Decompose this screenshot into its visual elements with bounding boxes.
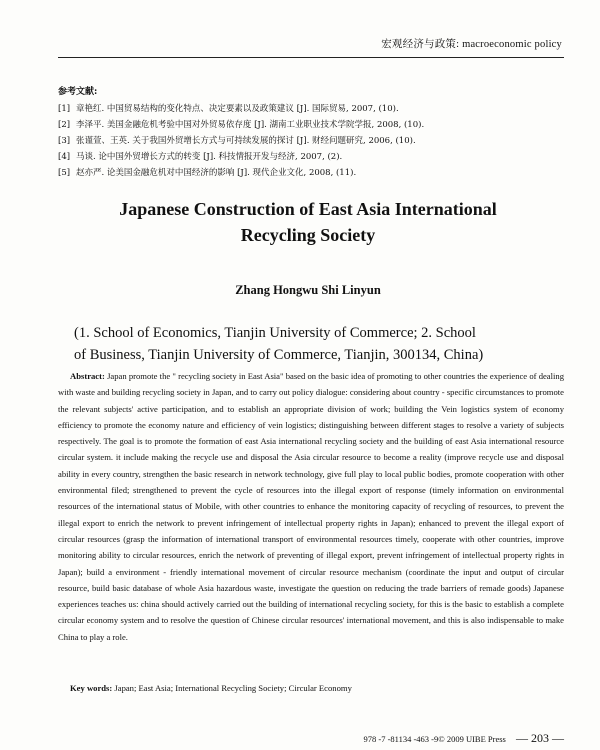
page-footer [240, 731, 564, 746]
reference-item [58, 133, 558, 149]
affiliation [74, 322, 564, 366]
reference-number: [1] [58, 104, 71, 114]
reference-text: 张谨萱、王英. 关于我国外贸增长方式与可持续发展的探讨 [J]. 财经问题研究, 2006, (10). [76, 136, 416, 146]
references-section [58, 84, 558, 181]
abstract-label: Abstract: [70, 371, 105, 381]
reference-number: [3] [58, 136, 71, 146]
abstract [58, 368, 564, 645]
authors: Zhang Hongwu Shi Linyun [235, 283, 381, 297]
reference-item [58, 149, 558, 165]
references-list [58, 101, 558, 181]
references-title: 参考文献: [58, 87, 98, 97]
keywords [70, 683, 564, 693]
header-rule [58, 57, 564, 58]
reference-number: [4] [58, 152, 71, 162]
page-number: — 203 — [516, 731, 564, 745]
reference-number: [5] [58, 168, 71, 178]
affiliation-line-2: of Business, Tianjin University of Commerce, Tianjin, 300134, China) [74, 347, 484, 363]
reference-text: 赵亦严. 论美国金融危机对中国经济的影响 [J]. 现代企业文化, 2008, (11). [76, 168, 357, 178]
keywords-label: Key words: [70, 683, 113, 693]
paper-title-line-1: Japanese Construction of East Asia International [119, 199, 497, 219]
abstract-text: Japan promote the " recycling society in East Asia" based on the basic idea of promoting to other countries the experience of dealing with waste and building recycling society in Japan, and to carry out policy dialogue: considering about country - specific circumstances to promote the relevant subjects' active participation, and to establish an appropriate division of work; building the Vein logistics system of economy efficiency to promote the economy nature and efficiency of vein logistics; distinguishing between different stages to resolve a variety of subjects respectively. The goal is to promote the formation of east Asia international recycling society and the building of east Asia international resource circular system. it include making the recycle use and disposal the Asia circular resource to become a reality (improve recycle use and disposal ability in every country, strengthen the basic research in network technology, give full play to local public bodies, promote cooperation with other environmental filed; strengthened to prevent the cycle of resources into the illegal export of response (timely information on environmental resources of the international status of Mobile, with other countries to enhance the monitoring capacity of recycling of resources, to prevent the illegal export to enrich the network to prevent infringement of intellectual property rights in Japan); enhanced to prevent the illegal export of circular resources (grasp the information of international transport of environmental resources timely, cooperate with other countries, improve monitoring ability to circular resources, enrich the network of preventing of illegal export, prevent infringement of intellectual property rights in Japan); build a environment - friendly international movement of circular resource mechanism (coordinate the input and output of circular resource, build basic database of whole Asia hazardous waste, investigate the question on reducing the trade barriers of remade goods) Japanese experiences teaches us: china should actively carried out the building of international recycling society, for this is the basic to establish a complete circular economy system and to resolve the question of Chinese circular resources' international movement, and this is also indispensable to make China to play a role. [58, 371, 564, 642]
reference-text: 李泽平. 美国金融危机考验中国对外贸易依存度 [J]. 湖南工业职业技术学院学报, 2008, (10). [76, 120, 425, 130]
reference-text: 章艳红. 中国贸易结构的变化特点、决定要素以及政策建议 [J]. 国际贸易, 2007, (10). [76, 104, 399, 114]
reference-item [58, 117, 558, 133]
paper-title-line-2: Recycling Society [240, 225, 376, 245]
footer-isbn: 978 -7 -81134 -463 -9© 2009 UIBE Press [363, 734, 506, 744]
reference-text: 马谈. 论中国外贸增长方式的转变 [J]. 科技情报开发与经济, 2007, (2). [76, 152, 343, 162]
running-header: 宏观经济与政策: macroeconomic policy [381, 39, 562, 50]
affiliation-line-1: (1. School of Economics, Tianjin University of Commerce; 2. School [74, 325, 476, 341]
keywords-text: Japan; East Asia; International Recycling Society; Circular Economy [114, 683, 352, 693]
reference-number: [2] [58, 120, 71, 130]
reference-item [58, 165, 558, 181]
reference-item [58, 101, 558, 117]
paper-title [58, 196, 558, 248]
